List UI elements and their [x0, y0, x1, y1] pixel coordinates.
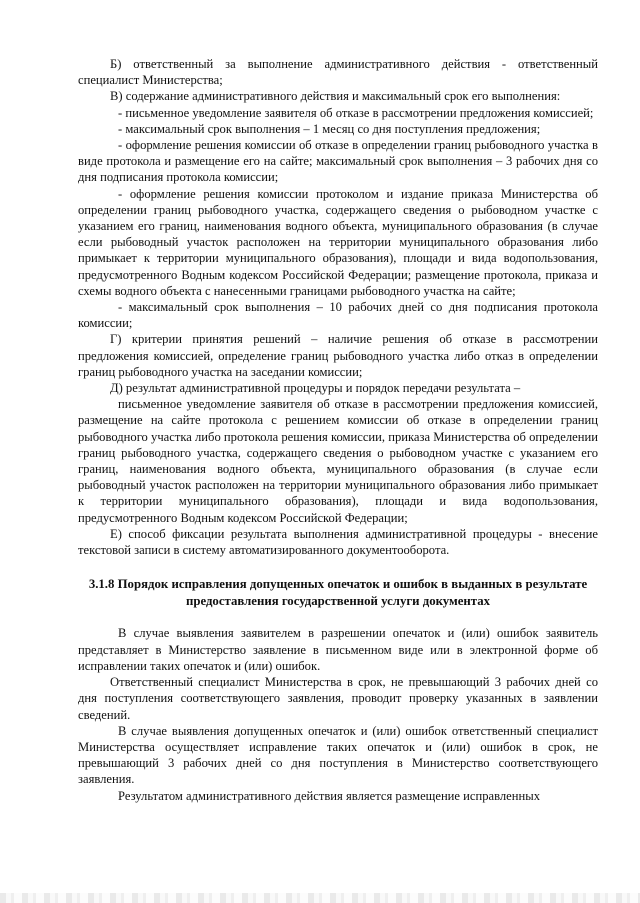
- bullet-notification: - письменное уведомление заявителя об отказе в рассмотрении предложения комиссией;: [118, 105, 594, 120]
- paragraph-typo-request: В случае выявления заявителем в разрешении опечаток и (или) ошибок заявитель представляет в Министерство заявление в письменном виде или в электронной форме об исправлении таких опечаток и (или) ошибок.: [78, 626, 598, 673]
- bullet-refusal-protocol: - оформление решения комиссии об отказе в определении границ рыбоводного участка в виде протокола и размещение его на сайте; максимальный срок выполнения – 3 рабочих дня со дня подписания протокола комиссии;: [78, 138, 598, 185]
- paragraph-d-result: письменное уведомление заявителя об отказе в рассмотрении предложения комиссией, размещение на сайте протокола с решением комиссии об отказе в определении границ рыбоводного участка либо протокола решения комиссии, приказа Министерства об определении границ рыбоводного участка, содержащего сведения о рыбоводном участке с указанием его границ, наименования водного объекта, муниципального образования (в случае если рыбоводный участок расположен на территории муниципального образования либо примыкает к территории муниципального образования), площади и вида водопользования, предусмотренного Водным кодексом Российской Федерации;: [78, 397, 598, 525]
- paragraph-v: В) содержание административного действия и максимальный срок его выполнения:: [110, 89, 561, 104]
- spacer: [78, 558, 598, 576]
- paragraph-d: Д) результат административной процедуры и порядок передачи результата –: [110, 381, 521, 396]
- document-page: [78, 56, 598, 804]
- bullet-order-issue: - оформление решения комиссии протоколом и издание приказа Министерства об определении границ рыбоводного участка, содержащего сведения о рыбоводном участке с указанием его границ, наименования водного объекта, муниципального образования (в случае если рыбоводный участок расположен на территории муниципального образования либо примыкает к территории муниципального образования), площади и вида водопользования, предусмотренного Водным кодексом Российской Федерации; размещение протокола, приказа и схемы водного объекта с нанесенными границами рыбоводного участка на сайте;: [78, 186, 598, 298]
- spacer: [78, 609, 598, 625]
- section-heading: 3.1.8 Порядок исправления допущенных опечаток и ошибок в выданных в результате предоставления государственной услуги документах: [88, 577, 588, 608]
- paragraph-typo-check: Ответственный специалист Министерства в срок, не превышающий 3 рабочих дней со дня поступления соответствующего заявления, проводит проверку указанных в заявлении сведений.: [78, 675, 598, 722]
- bullet-deadline-month: - максимальный срок выполнения – 1 месяц со дня поступления предложения;: [118, 121, 541, 136]
- scan-bottom-edge: [0, 893, 640, 903]
- paragraph-b: Б) ответственный за выполнение административного действия - ответственный специалист Министерства;: [78, 57, 598, 88]
- paragraph-e: Е) способ фиксации результата выполнения административной процедуры - внесение текстовой записи в систему автоматизированного документооборота.: [78, 526, 598, 558]
- paragraph-g: Г) критерии принятия решений – наличие решения об отказе в рассмотрении предложения комиссией, определение границ рыбоводного участка либо отказ в определении границ рыбоводного участка на заседании комиссии;: [78, 332, 598, 379]
- bullet-deadline-days: - максимальный срок выполнения – 10 рабочих дней со дня подписания протокола комиссии;: [78, 300, 598, 331]
- paragraph-typo-fix: В случае выявления допущенных опечаток и (или) ошибок ответственный специалист Министерства осуществляет исправление таких опечаток и (или) ошибок в срок, не превышающий 3 рабочих дней со дня поступления в Министерство соответствующего заявления.: [78, 723, 598, 787]
- paragraph-result: Результатом административного действия является размещение исправленных: [118, 788, 541, 803]
